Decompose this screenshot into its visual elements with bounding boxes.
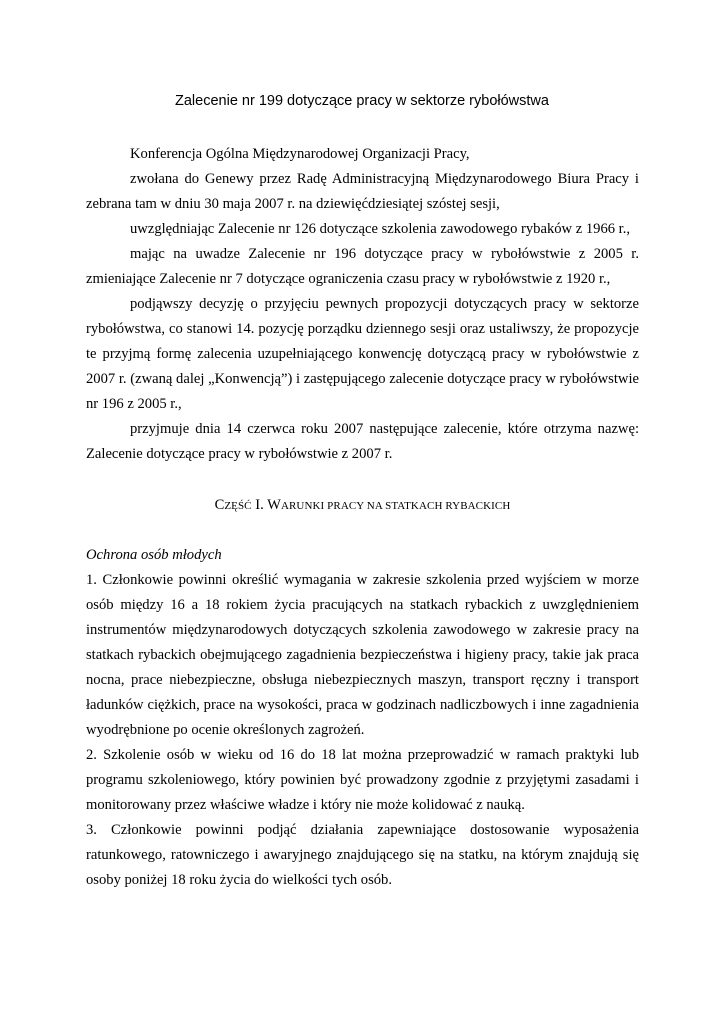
section-heading-c1: C	[214, 497, 225, 513]
subheading: Ochrona osób młodych	[86, 547, 222, 563]
section-heading-mid: I. W	[251, 497, 281, 513]
preamble-line-1: Konferencja Ogólna Międzynarodowej Organizacji Pracy,	[130, 146, 470, 162]
preamble-line-4: mając na uwadze Zalecenie nr 196 dotyczące pracy w rybołówstwie z 2005 r. zmieniające Zalecenie nr 7 dotyczące ograniczenia czasu pracy w rybołówstwie z 1920 r.,	[86, 246, 639, 287]
preamble-line-5: podjąwszy decyzję o przyjęciu pewnych propozycji dotyczących pracy w sektorze rybołówstwa, co stanowi 14. pozycję porządku dziennego sesji oraz ustaliwszy, że propozycje te przyjmą formę zalecenia uzupełniającego konwencję dotyczącą pracy w rybołówstwie z 2007 r. (zwaną dalej „Konwencją”) i zastępującego zalecenie dotyczące pracy w rybołówstwie nr 196 z 2005 r.,	[86, 296, 639, 412]
preamble-line-3: uwzględniając Zalecenie nr 126 dotyczące szkolenia zawodowego rybaków z 1966 r.,	[130, 221, 631, 237]
preamble-line-2: zwołana do Genewy przez Radę Administracyjną Międzynarodowego Biura Pracy i zebrana tam w dniu 30 maja 2007 r. na dziewięćdziesiątej szóstej sesji,	[86, 171, 639, 212]
preamble-line-6: przyjmuje dnia 14 czerwca roku 2007 następujące zalecenie, które otrzyma nazwę: Zalecenie dotyczące pracy w rybołówstwie z 2007 r.	[86, 421, 639, 462]
document-body	[86, 142, 639, 893]
paragraph-1: 1. Członkowie powinni określić wymagania w zakresie szkolenia przed wyjściem w morze osób między 16 a 18 rokiem życia pracujących na statkach rybackich z uwzględnieniem instrumentów międzynarodowych dotyczących szkolenia zawodowego w zakresie pracy na statkach rybackich obejmującego zagadnienia bezpieczeństwa i higieny pracy, takie jak praca nocna, prace niebezpieczne, obsługa niebezpiecznych maszyn, transport ręczny i transport ładunków ciężkich, prace na wysokości, praca w godzinach nadliczbowych i inne zagadnienia wyodrębnione po ocenie określonych zagrożeń.	[86, 572, 639, 738]
paragraph-3: 3. Członkowie powinni podjąć działania zapewniające dostosowanie wyposażenia ratunkowego, ratowniczego i awaryjnego znajdującego się na statku, na którym znajdują się osoby poniżej 18 roku życia do wielkości tych osób.	[86, 822, 639, 888]
section-heading-s2: ARUNKI PRACY NA STATKACH RYBACKICH	[280, 500, 511, 512]
document-title: Zalecenie nr 199 dotyczące pracy w sektorze rybołówstwa	[175, 93, 549, 109]
paragraph-2: 2. Szkolenie osób w wieku od 16 do 18 lat można przeprowadzić w ramach praktyki lub programu szkoleniowego, który powinien być prowadzony zgodnie z przyjętymi zasadami i monitorowany przez właściwe władze i który nie może kolidować z nauką.	[86, 747, 639, 813]
section-heading	[86, 493, 639, 519]
section-heading-s1: ZĘŚĆ	[224, 500, 252, 512]
